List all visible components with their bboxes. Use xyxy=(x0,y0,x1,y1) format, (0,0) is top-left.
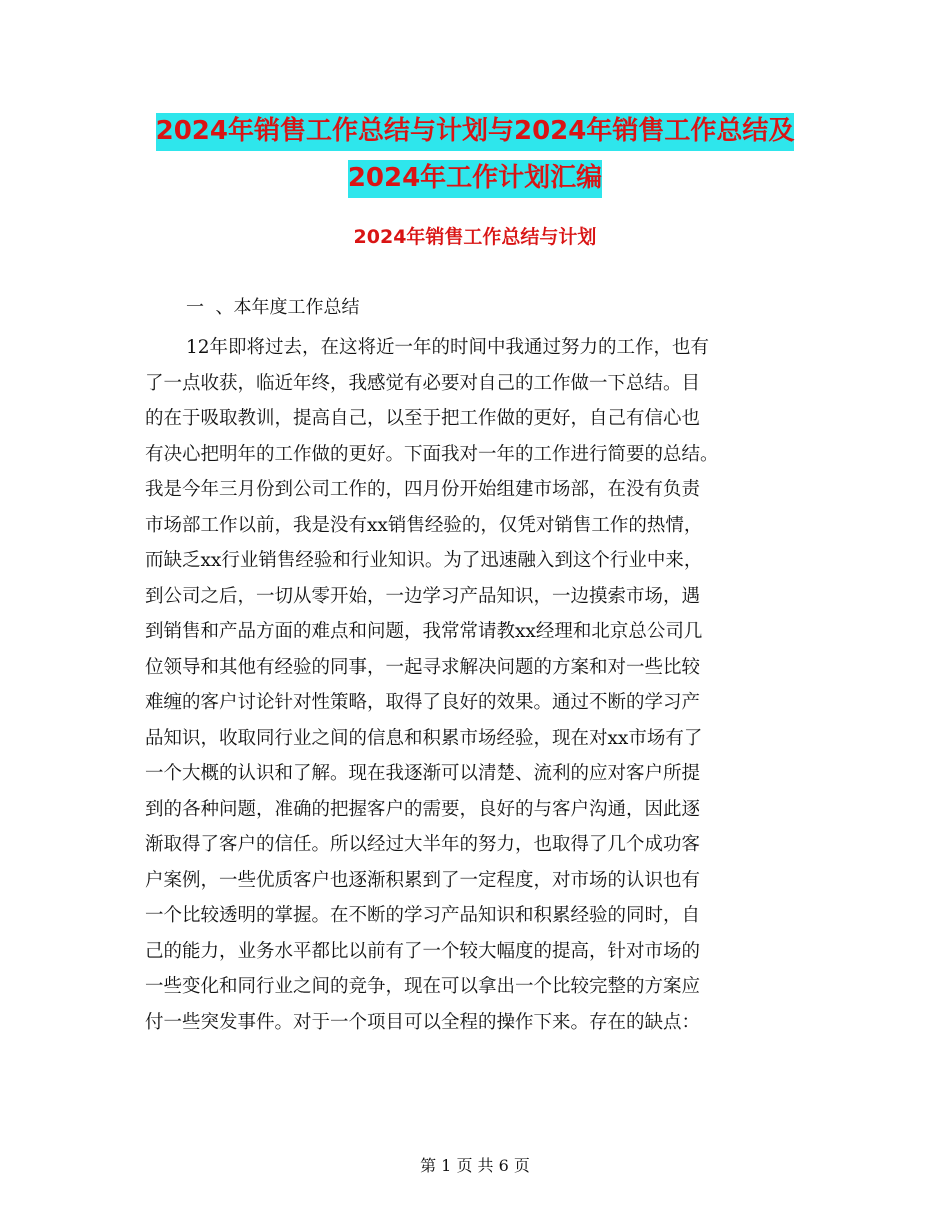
paragraph-line: 位领导和其他有经验的同事，一起寻求解决问题的方案和对一些比较 xyxy=(145,656,701,678)
body-paragraph xyxy=(145,330,815,1040)
paragraph-line: 而缺乏xx行业销售经验和行业知识。为了迅速融入到这个行业中来， xyxy=(145,550,703,571)
document-title xyxy=(0,108,950,202)
page-footer: 第 1 页 共 6 页 xyxy=(420,1156,530,1175)
paragraph-line: 己的能力，业务水平都比以前有了一个较大幅度的提高，针对市场的 xyxy=(145,940,701,962)
paragraph-line: 到销售和产品方面的难点和问题，我常常请教xx经理和北京总公司几 xyxy=(145,621,703,642)
paragraph-line: 市场部工作以前，我是没有xx销售经验的，仅凭对销售工作的热情， xyxy=(145,514,703,536)
paragraph-line: 有决心把明年的工作做的更好。下面我对一年的工作进行简要的总结。 xyxy=(145,443,719,465)
paragraph-line: 一些变化和同行业之间的竞争，现在可以拿出一个比较完整的方案应 xyxy=(145,976,701,997)
paragraph-line: 到的各种问题，准确的把握客户的需要，良好的与客户沟通，因此逐 xyxy=(145,798,701,820)
paragraph-line: 一个大概的认识和了解。现在我逐渐可以清楚、流利的应对客户所提 xyxy=(145,763,701,784)
paragraph-line: 我是今年三月份到公司工作的，四月份开始组建市场部，在没有负责 xyxy=(145,479,701,500)
paragraph-line: 了一点收获，临近年终，我感觉有必要对自己的工作做一下总结。目 xyxy=(145,372,701,394)
paragraph-line: 难缠的客户讨论针对性策略，取得了良好的效果。通过不断的学习产 xyxy=(145,692,701,713)
paragraph-line: 的在于吸取教训，提高自己，以至于把工作做的更好，自己有信心也 xyxy=(145,408,701,429)
paragraph-line: 品知识，收取同行业之间的信息和积累市场经验，现在对xx市场有了 xyxy=(145,727,703,749)
paragraph-line: 12年即将过去，在这将近一年的时间中我通过努力的工作，也有 xyxy=(186,337,710,358)
document-title-line-1: 2024年销售工作总结与计划与2024年销售工作总结及 xyxy=(156,113,795,151)
paragraph-line: 付一些突发事件。对于一个项目可以全程的操作下来。存在的缺点： xyxy=(145,1011,701,1033)
paragraph-line: 到公司之后，一切从零开始，一边学习产品知识，一边摸索市场，遇 xyxy=(145,585,701,607)
section-title: 2024年销售工作总结与计划 xyxy=(353,226,597,248)
document-title-line-2: 2024年工作计划汇编 xyxy=(348,160,602,198)
paragraph-line: 一个比较透明的掌握。在不断的学习产品知识和积累经验的同时，自 xyxy=(145,905,701,926)
paragraph-line: 户案例，一些优质客户也逐渐积累到了一定程度，对市场的认识也有 xyxy=(145,869,701,891)
paragraph-line: 渐取得了客户的信任。所以经过大半年的努力，也取得了几个成功客 xyxy=(145,834,701,855)
sub-heading: 一 、本年度工作总结 xyxy=(186,297,360,318)
